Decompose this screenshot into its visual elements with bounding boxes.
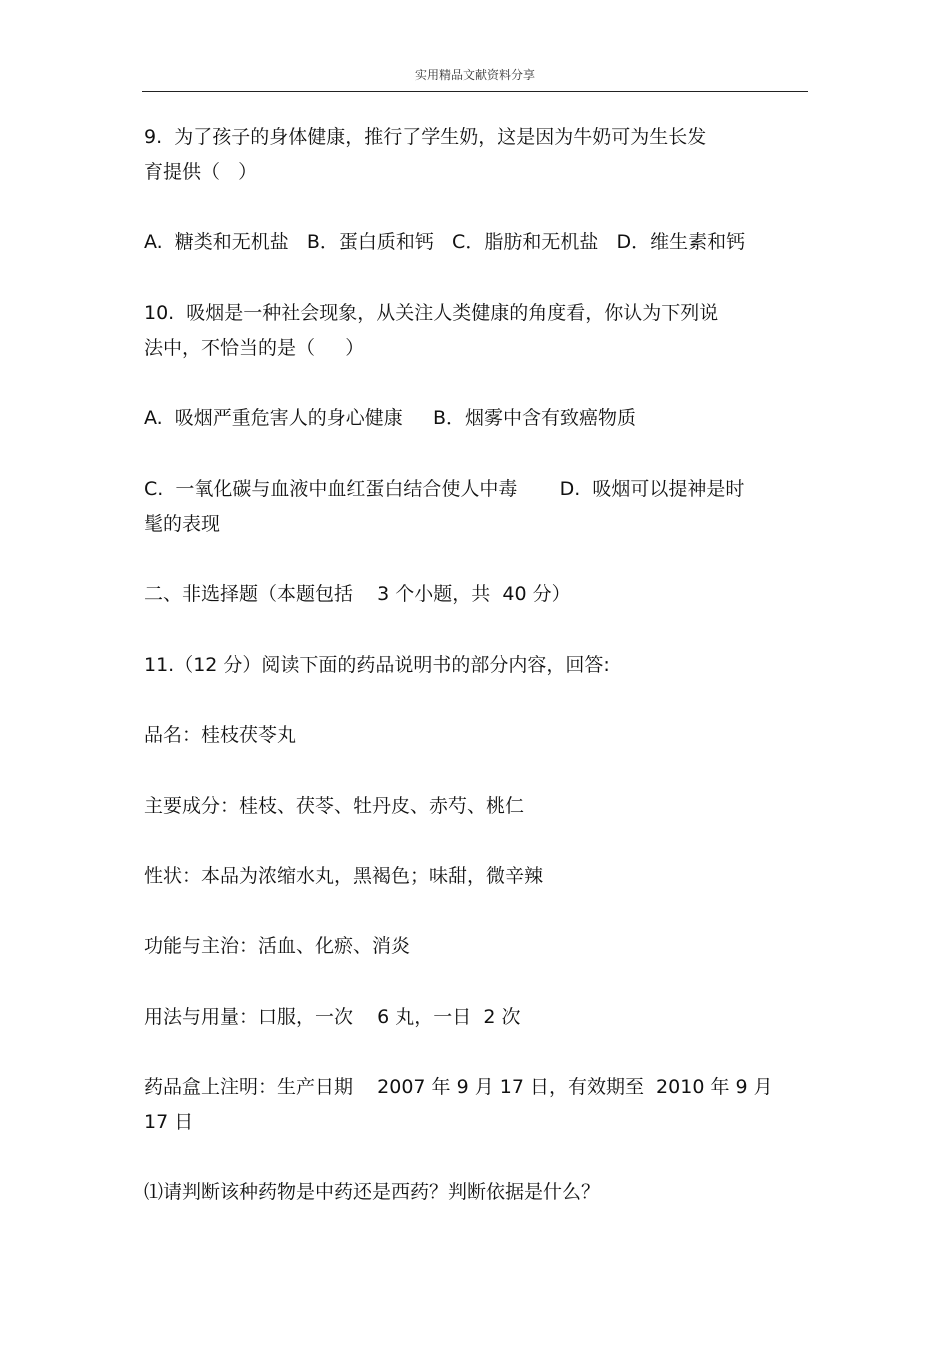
q11-sub1: ⑴请判断该种药物是中药还是西药？判断依据是什么？ [144, 1181, 601, 1203]
q11-name: 品名：桂枝茯苓丸 [144, 724, 297, 746]
q11-ingredients: 主要成分：桂枝、茯苓、牡丹皮、赤芍、桃仁 [144, 795, 525, 817]
q11-properties: 性状：本品为浓缩水丸，黑褐色；味甜，微辛辣 [144, 865, 544, 887]
q11-usage: 用法与用量：口服，一次 6 丸，一日 2 次 [144, 1006, 521, 1028]
q9-stem-line1: 9. 为了孩子的身体健康，推行了学生奶，这是因为牛奶可为生长发 [144, 126, 707, 148]
q11-box-note-line2: 17 日 [144, 1111, 194, 1133]
q10-options-line1: A. 吸烟严重危害人的身心健康 B．烟雾中含有致癌物质 [144, 407, 637, 429]
section2-title: 二、非选择题（本题包括 3 个小题，共 40 分） [144, 583, 571, 605]
q10-options-line3: 髦的表现 [144, 513, 221, 535]
q10-options-line2: C. 一氧化碳与血液中血红蛋白结合使人中毒 D. 吸烟可以提神是时 [144, 478, 745, 500]
q11-stem: 11.（12 分）阅读下面的药品说明书的部分内容，回答: [144, 654, 610, 676]
q10-stem-line2: 法中，不恰当的是（ ） [144, 337, 365, 359]
q10-stem-line1: 10. 吸烟是一种社会现象，从关注人类健康的角度看，你认为下列说 [144, 302, 719, 324]
header-rule [142, 91, 808, 92]
page-header: 实用精品文献资料分享 [414, 68, 535, 82]
q11-function: 功能与主治：活血、化瘀、消炎 [144, 935, 411, 957]
q11-box-note-line1: 药品盒上注明：生产日期 2007 年 9 月 17 日，有效期至 2010 年 9 月 [144, 1076, 773, 1098]
q9-stem-line2: 育提供（ ） [144, 161, 258, 183]
q9-options: A. 糖类和无机盐 B．蛋白质和钙 C．脂肪和无机盐 D．维生素和钙 [144, 231, 746, 253]
